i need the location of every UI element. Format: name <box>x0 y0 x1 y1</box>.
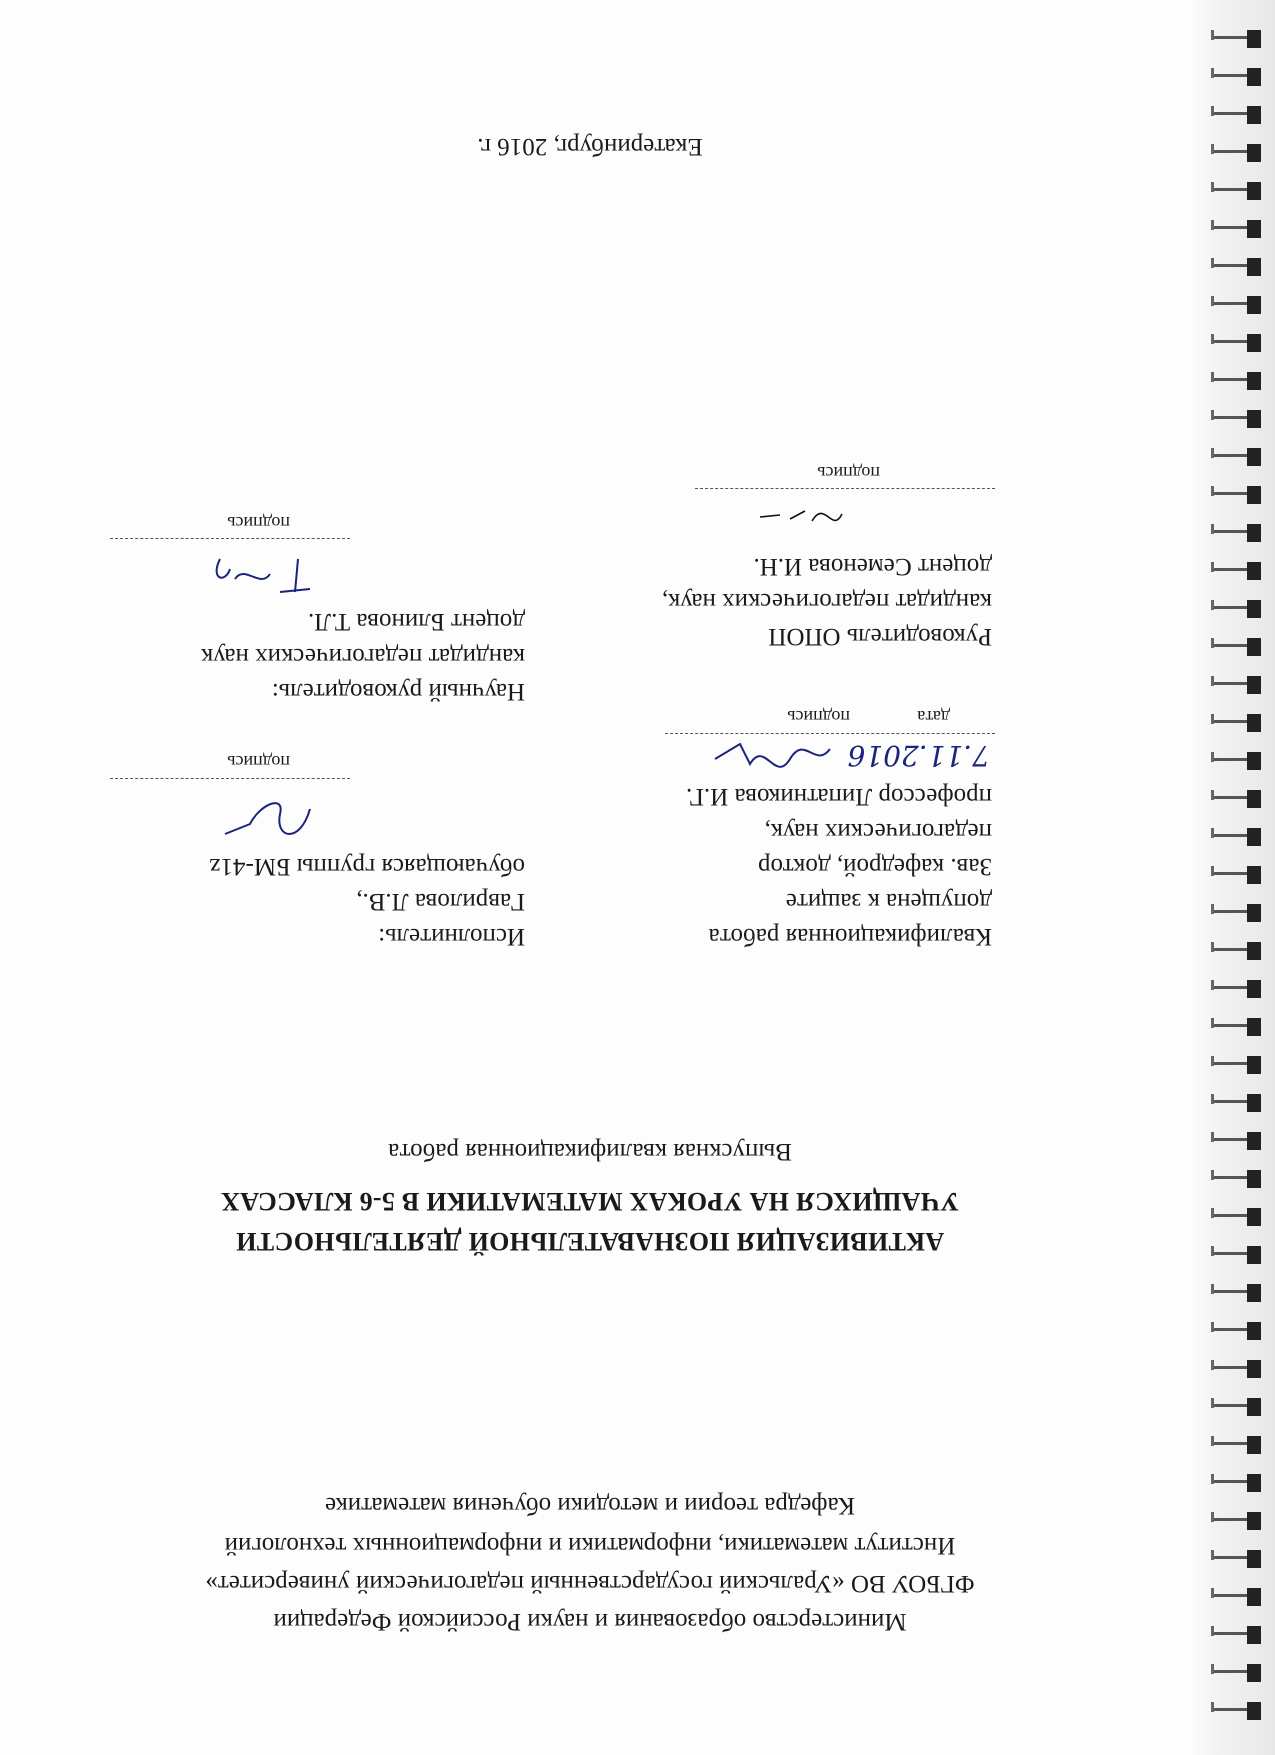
opop-name: доцент Семенова И.Н. <box>753 553 992 580</box>
opop-signature-line <box>695 488 995 489</box>
supervisor-name: доцент Блинова Т.Л. <box>307 608 525 635</box>
binding-ring <box>1211 600 1261 618</box>
supervisor-signature-label: подпись <box>227 513 290 533</box>
binding-ring <box>1211 790 1261 808</box>
opop-degree: кандидат педагогических наук, <box>661 588 992 615</box>
binding-ring <box>1211 1588 1261 1606</box>
head-signature <box>705 729 835 779</box>
work-type: Выпускная квалификационная работа <box>388 1138 792 1165</box>
opop-label: Руководитель ОПОП <box>768 623 992 650</box>
binding-ring <box>1211 68 1261 86</box>
ministry-line: Министерство образования и науки Российской Федерации <box>273 1608 907 1635</box>
binding-ring <box>1211 714 1261 732</box>
binding-ring <box>1211 1436 1261 1454</box>
approval-line-4: педагогических наук, <box>764 818 992 845</box>
executor-signature-line <box>110 778 350 779</box>
binding-ring <box>1211 1132 1261 1150</box>
executor-signature <box>210 789 320 849</box>
approval-signature-label: подпись <box>787 707 850 727</box>
binding-ring <box>1211 524 1261 542</box>
approval-line-5: профессор Липатникова И.Г. <box>686 783 992 810</box>
binding-ring <box>1211 144 1261 162</box>
binding-ring <box>1211 942 1261 960</box>
binding-ring <box>1211 1398 1261 1416</box>
supervisor-signature <box>200 549 320 604</box>
binding-ring <box>1211 334 1261 352</box>
approval-line-2: допущена к защите <box>785 888 992 915</box>
binding-ring <box>1211 562 1261 580</box>
binding-ring <box>1211 1474 1261 1492</box>
binding-ring <box>1211 1246 1261 1264</box>
department-line: Кафедра теории и методики обучения математике <box>325 1492 855 1519</box>
binding-ring <box>1211 106 1261 124</box>
title-line-1: АКТИВИЗАЦИЯ ПОЗНАВАТЕЛЬНОЙ ДЕЯТЕЛЬНОСТИ <box>235 1227 945 1256</box>
executor-signature-label: подпись <box>227 752 290 772</box>
opop-signature-label: подпись <box>817 463 880 483</box>
binding-ring <box>1211 1170 1261 1188</box>
binding-ring <box>1211 448 1261 466</box>
approval-line-1: Квалификационная работа <box>708 923 992 950</box>
title-line-2: УЧАЩИХСЯ НА УРОКАХ МАТЕМАТИКИ В 5-6 КЛАССАХ <box>220 1187 960 1216</box>
binding-ring <box>1211 258 1261 276</box>
binding-ring <box>1211 30 1261 48</box>
binding-ring <box>1211 410 1261 428</box>
binding-ring <box>1211 220 1261 238</box>
supervisor-signature-line <box>110 538 350 539</box>
binding-ring <box>1211 1018 1261 1036</box>
binding-ring <box>1211 1094 1261 1112</box>
binding-ring <box>1211 676 1261 694</box>
supervisor-degree: кандидат педагогических наук <box>201 643 525 670</box>
binding-ring <box>1211 752 1261 770</box>
binding-ring <box>1211 1284 1261 1302</box>
binding-ring <box>1211 1626 1261 1644</box>
binding-ring <box>1211 1208 1261 1226</box>
approval-line-3: Зав. кафедрой, доктор <box>758 853 992 880</box>
binding-ring <box>1211 372 1261 390</box>
executor-label: Исполнитель: <box>378 923 525 950</box>
city-year: Екатеринбург, 2016 г. <box>477 133 703 160</box>
binding-ring <box>1211 1702 1261 1720</box>
binding-ring <box>1211 486 1261 504</box>
spiral-binding <box>1195 0 1275 1755</box>
opop-signature <box>740 494 850 539</box>
binding-ring <box>1211 866 1261 884</box>
institute-line: Институт математики, информатики и информационных технологий <box>224 1532 956 1559</box>
executor-name: Гаврилова Л.В., <box>356 888 525 915</box>
binding-ring <box>1211 638 1261 656</box>
supervisor-label: Научный руководитель: <box>271 678 525 705</box>
binding-ring <box>1211 1664 1261 1682</box>
university-line: ФГБОУ ВО «Уральский государственный педагогический университет» <box>205 1570 975 1597</box>
binding-ring <box>1211 296 1261 314</box>
handwritten-date: 7.11.2016 <box>847 739 990 772</box>
binding-ring <box>1211 1322 1261 1340</box>
binding-ring <box>1211 1056 1261 1074</box>
binding-ring <box>1211 980 1261 998</box>
binding-ring <box>1211 182 1261 200</box>
date-signature-line <box>665 733 995 734</box>
binding-ring <box>1211 1360 1261 1378</box>
binding-ring <box>1211 1512 1261 1530</box>
binding-ring <box>1211 1550 1261 1568</box>
date-label: дата <box>917 707 950 727</box>
executor-group: обучающаяся группы БМ-41z <box>209 853 525 880</box>
binding-ring <box>1211 904 1261 922</box>
binding-ring <box>1211 828 1261 846</box>
